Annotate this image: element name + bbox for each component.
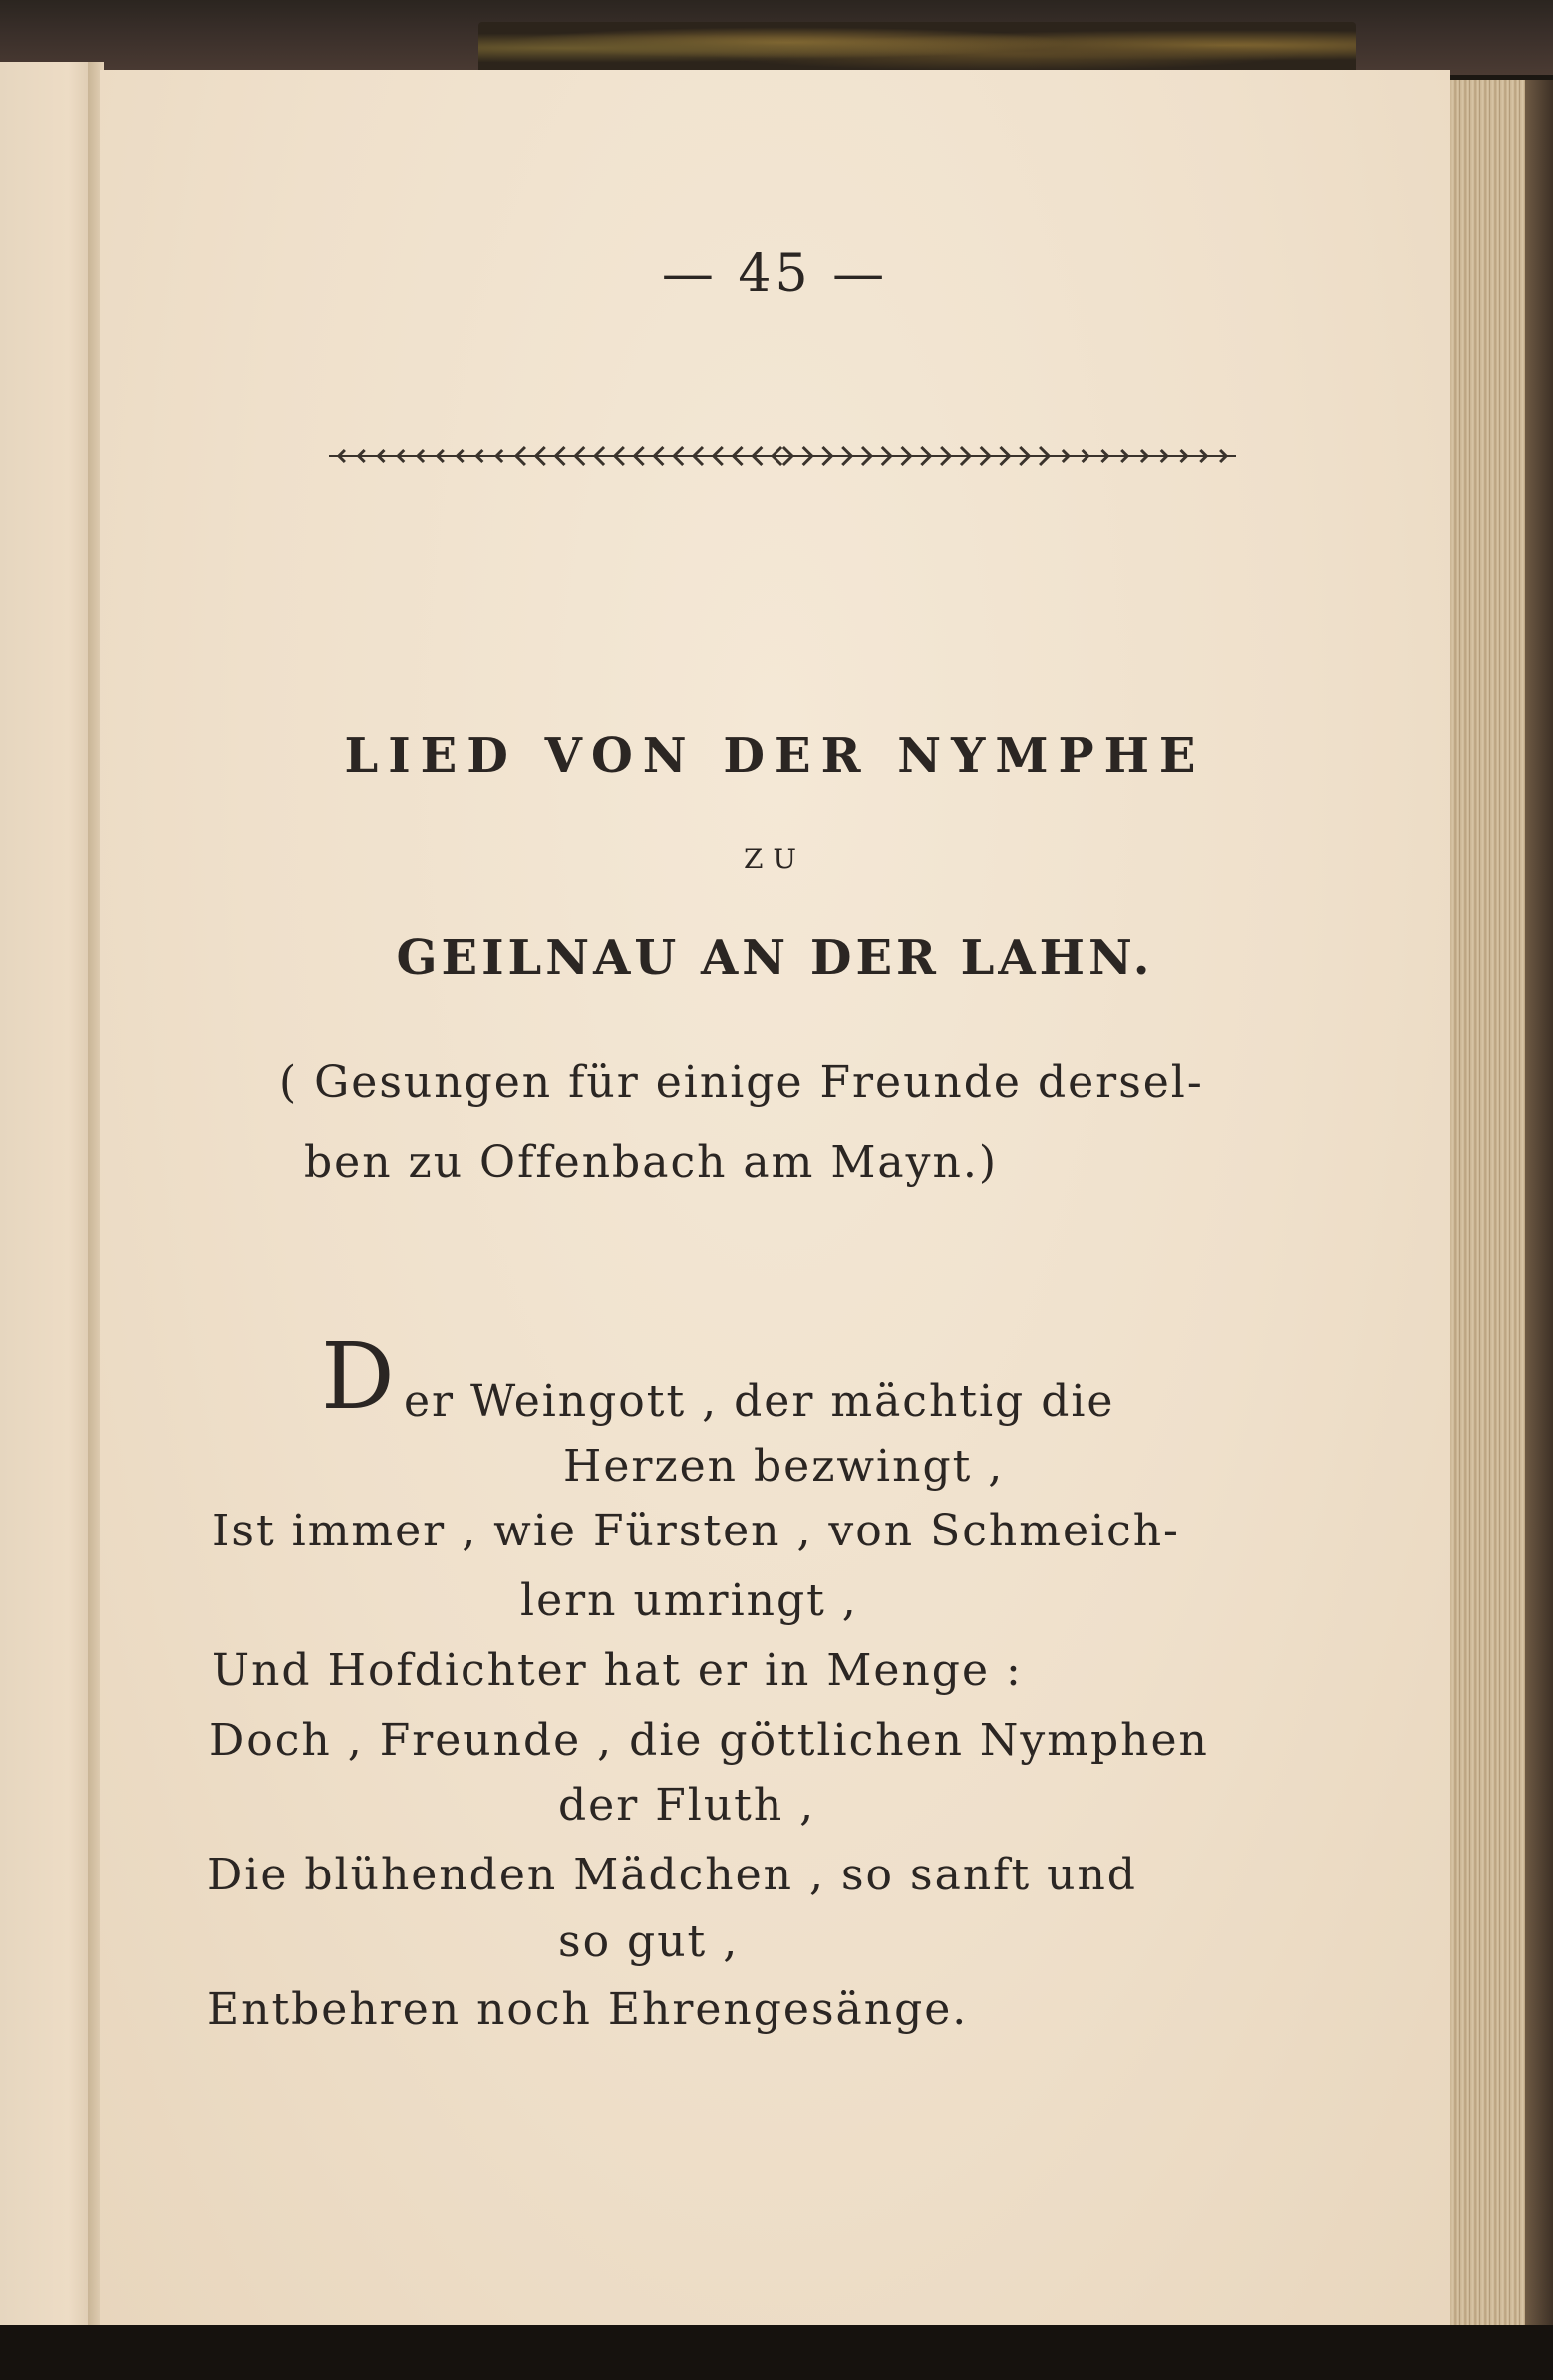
title-connector: ZU bbox=[743, 843, 807, 875]
marbled-cover-edge bbox=[478, 22, 1356, 74]
ornamental-rule bbox=[329, 434, 1236, 474]
dedication-note-line: ( Gesungen für einige Freunde dersel- bbox=[279, 1057, 1204, 1108]
verse-line: Herzen bezwingt , bbox=[563, 1441, 1005, 1492]
verse-line: Ist immer , wie Fürsten , von Schmeich- bbox=[212, 1506, 1180, 1556]
verse-line: Doch , Freunde , die göttlichen Nymphen bbox=[209, 1715, 1209, 1766]
poem-title: LIED VON DER NYMPHE bbox=[344, 728, 1206, 784]
drop-cap: D bbox=[321, 1323, 395, 1430]
verse-line: Und Hofdichter hat er in Menge : bbox=[212, 1645, 1023, 1696]
book-page bbox=[100, 70, 1450, 2325]
page-number: — 45 — bbox=[661, 244, 889, 304]
book-binding-bottom bbox=[0, 2325, 1553, 2380]
poem-subtitle: GEILNAU AN DER LAHN. bbox=[396, 930, 1154, 986]
verse-line: der Fluth , bbox=[558, 1780, 816, 1831]
verse-line: so gut , bbox=[558, 1916, 740, 1967]
verse-line: lern umringt , bbox=[520, 1575, 858, 1626]
verse-line: Die blühenden Mädchen , so sanft und bbox=[207, 1850, 1137, 1900]
verse-line: er Weingott , der mächtig die bbox=[404, 1376, 1115, 1427]
facing-page-edge bbox=[0, 62, 98, 2325]
cover-edge-right bbox=[1525, 80, 1553, 2328]
dedication-note-line: ben zu Offenbach am Mayn.) bbox=[304, 1137, 998, 1188]
verse-line: Entbehren noch Ehrengesänge. bbox=[207, 1984, 969, 2035]
